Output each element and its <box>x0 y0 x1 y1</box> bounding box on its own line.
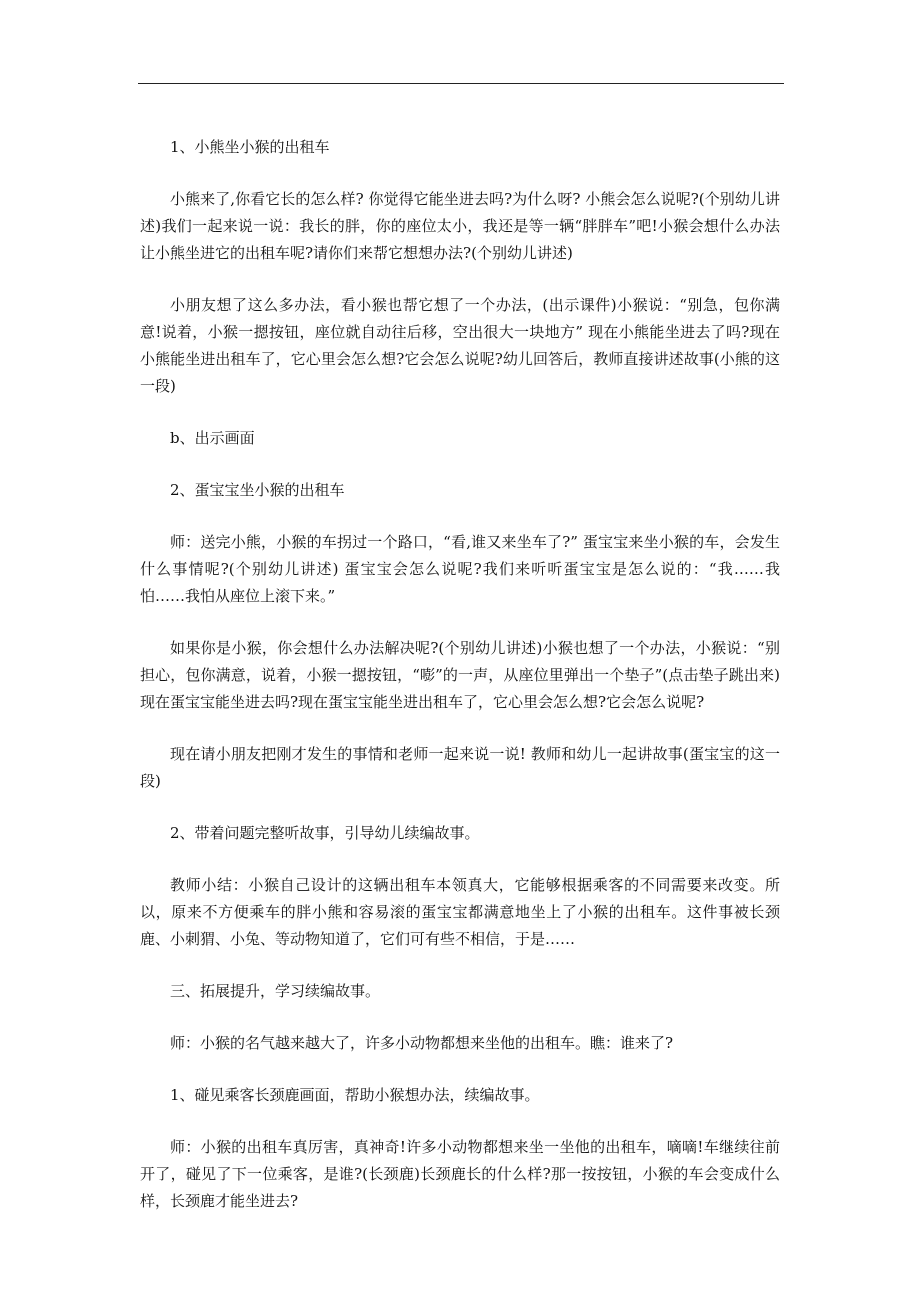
paragraph-bear-solution: 小朋友想了这么多办法，看小猴也帮它想了一个办法，(出示课件)小猴说：“别急，包你满意!说着，小猴一摁按钮，座位就自动往后移，空出很大一块地方” 现在小熊能坐进去了吗?现在小熊能坐进出租车了，它心里会怎么想?它会怎么说呢?幼儿回答后，教师直接讲述故事(小熊的这一段) <box>140 296 780 395</box>
section-heading-full-story: 2、带着问题完整听故事，引导幼儿续编故事。 <box>170 824 480 842</box>
paragraph-bear-intro: 小熊来了,你看它长的怎么样? 你觉得它能坐进去吗?为什么呀? 小熊会怎么说呢?(个别幼儿讲述)我们一起来说一说：我长的胖，你的座位太小，我还是等一辆“胖胖车”吧!小猴会想什么办法让小熊坐进它的出租车呢?请你们来帮它想想办法?(个别幼儿讲述) <box>140 190 780 262</box>
section-heading-extension: 三、拓展提升，学习续编故事。 <box>170 982 381 1000</box>
paragraph-egg-retell: 现在请小朋友把刚才发生的事情和老师一起来说一说! 教师和幼儿一起讲故事(蛋宝宝的这一段) <box>140 745 780 790</box>
document-body <box>140 134 780 1240</box>
section-heading-egg: 2、蛋宝宝坐小猴的出租车 <box>170 481 345 499</box>
section-heading-bear: 1、小熊坐小猴的出租车 <box>170 138 330 156</box>
section-heading-giraffe: 1、碰见乘客长颈鹿画面，帮助小猴想办法，续编故事。 <box>170 1086 540 1104</box>
paragraph-teacher-summary: 教师小结：小猴自己设计的这辆出租车本领真大，它能够根据乘客的不同需要来改变。所以，原来不方便乘车的胖小熊和容易滚的蛋宝宝都满意地坐上了小猴的出租车。这件事被长颈鹿、小刺猬、小兔、等动物知道了，它们可有些不相信，于是…… <box>140 876 780 948</box>
paragraph-who-came: 师：小猴的名气越来越大了，许多小动物都想来坐他的出租车。瞧：谁来了? <box>170 1034 674 1052</box>
paragraph-egg-solution: 如果你是小猴，你会想什么办法解决呢?(个别幼儿讲述)小猴也想了一个办法，小猴说：“别担心，包你满意，说着，小猴一摁按钮，“嘭”的一声，从座位里弹出一个垫子”(点击垫子跳出来) 现在蛋宝宝能坐进去吗?现在蛋宝宝能坐进出租车了，它心里会怎么想?它会怎么说呢? <box>140 639 780 711</box>
paragraph-egg-intro: 师：送完小熊，小猴的车拐过一个路口，“看,谁又来坐车了?” 蛋宝宝来坐小猴的车，会发生什么事情呢?(个别幼儿讲述) 蛋宝宝会怎么说呢?我们来听听蛋宝宝是怎么说的：“我……我怕……我怕从座位上滚下来。” <box>140 533 780 605</box>
section-heading-show-picture: b、出示画面 <box>170 429 255 447</box>
header-rule <box>138 83 784 84</box>
paragraph-giraffe: 师：小猴的出租车真厉害，真神奇!许多小动物都想来坐一坐他的出租车，嘀嘀!车继续往前开了，碰见了下一位乘客，是谁?(长颈鹿)长颈鹿长的什么样?那一按按钮，小猴的车会变成什么样，长颈鹿才能坐进去? <box>140 1138 780 1210</box>
